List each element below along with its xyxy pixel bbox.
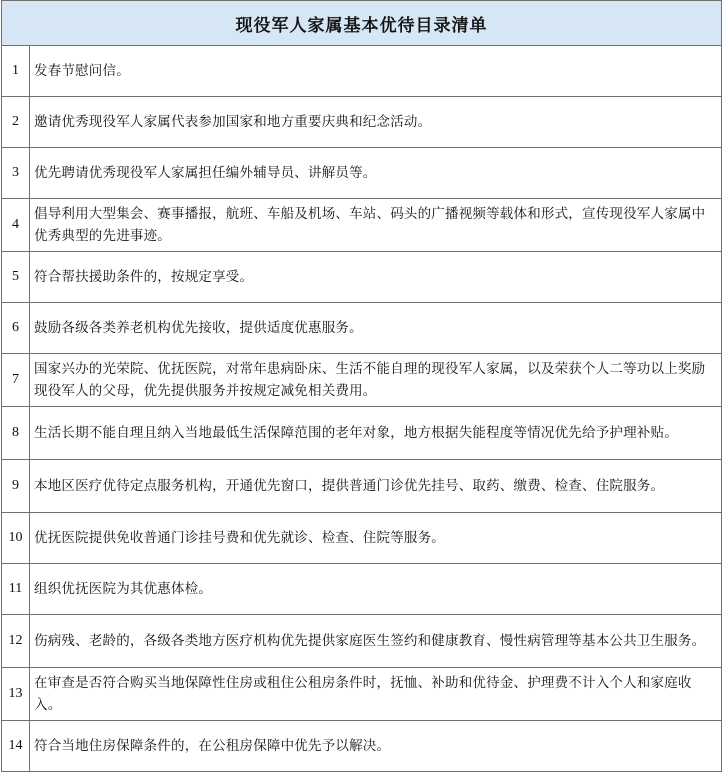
table-row [2, 354, 722, 407]
table-row [2, 513, 722, 564]
table-row [2, 46, 722, 97]
row-number: 1 [2, 46, 30, 97]
table-row [2, 668, 722, 721]
table-row [2, 460, 722, 513]
benefits-table [1, 0, 722, 772]
row-text: 发春节慰问信。 [30, 46, 722, 97]
table-row [2, 303, 722, 354]
row-number: 2 [2, 97, 30, 148]
table-row [2, 199, 722, 252]
row-number: 14 [2, 721, 30, 772]
row-number: 8 [2, 407, 30, 460]
table-row [2, 564, 722, 615]
row-number: 6 [2, 303, 30, 354]
row-text: 优先聘请优秀现役军人家属担任编外辅导员、讲解员等。 [30, 148, 722, 199]
table-row [2, 721, 722, 772]
row-number: 13 [2, 668, 30, 721]
table-row [2, 407, 722, 460]
table-row [2, 97, 722, 148]
table-title: 现役军人家属基本优待目录清单 [2, 1, 722, 46]
row-text: 组织优抚医院为其优惠体检。 [30, 564, 722, 615]
row-number: 12 [2, 615, 30, 668]
row-text: 邀请优秀现役军人家属代表参加国家和地方重要庆典和纪念活动。 [30, 97, 722, 148]
row-text: 伤病残、老龄的，各级各类地方医疗机构优先提供家庭医生签约和健康教育、慢性病管理等基本公共卫生服务。 [30, 615, 722, 668]
row-number: 5 [2, 252, 30, 303]
row-number: 4 [2, 199, 30, 252]
row-number: 7 [2, 354, 30, 407]
row-number: 11 [2, 564, 30, 615]
row-number: 3 [2, 148, 30, 199]
row-text: 优抚医院提供免收普通门诊挂号费和优先就诊、检查、住院等服务。 [30, 513, 722, 564]
row-text: 符合当地住房保障条件的，在公租房保障中优先予以解决。 [30, 721, 722, 772]
table-row [2, 615, 722, 668]
table-row [2, 148, 722, 199]
row-text: 国家兴办的光荣院、优抚医院，对常年患病卧床、生活不能自理的现役军人家属，以及荣获个人二等功以上奖励现役军人的父母，优先提供服务并按规定减免相关费用。 [30, 354, 722, 407]
row-text: 符合帮扶援助条件的，按规定享受。 [30, 252, 722, 303]
row-text: 在审查是否符合购买当地保障性住房或租住公租房条件时，抚恤、补助和优待金、护理费不计入个人和家庭收入。 [30, 668, 722, 721]
row-text: 本地区医疗优待定点服务机构，开通优先窗口，提供普通门诊优先挂号、取药、缴费、检查、住院服务。 [30, 460, 722, 513]
row-text: 鼓励各级各类养老机构优先接收，提供适度优惠服务。 [30, 303, 722, 354]
row-number: 10 [2, 513, 30, 564]
row-text: 倡导利用大型集会、赛事播报，航班、车船及机场、车站、码头的广播视频等载体和形式，宣传现役军人家属中优秀典型的先进事迹。 [30, 199, 722, 252]
row-number: 9 [2, 460, 30, 513]
row-text: 生活长期不能自理且纳入当地最低生活保障范围的老年对象，地方根据失能程度等情况优先给予护理补贴。 [30, 407, 722, 460]
table-row [2, 252, 722, 303]
